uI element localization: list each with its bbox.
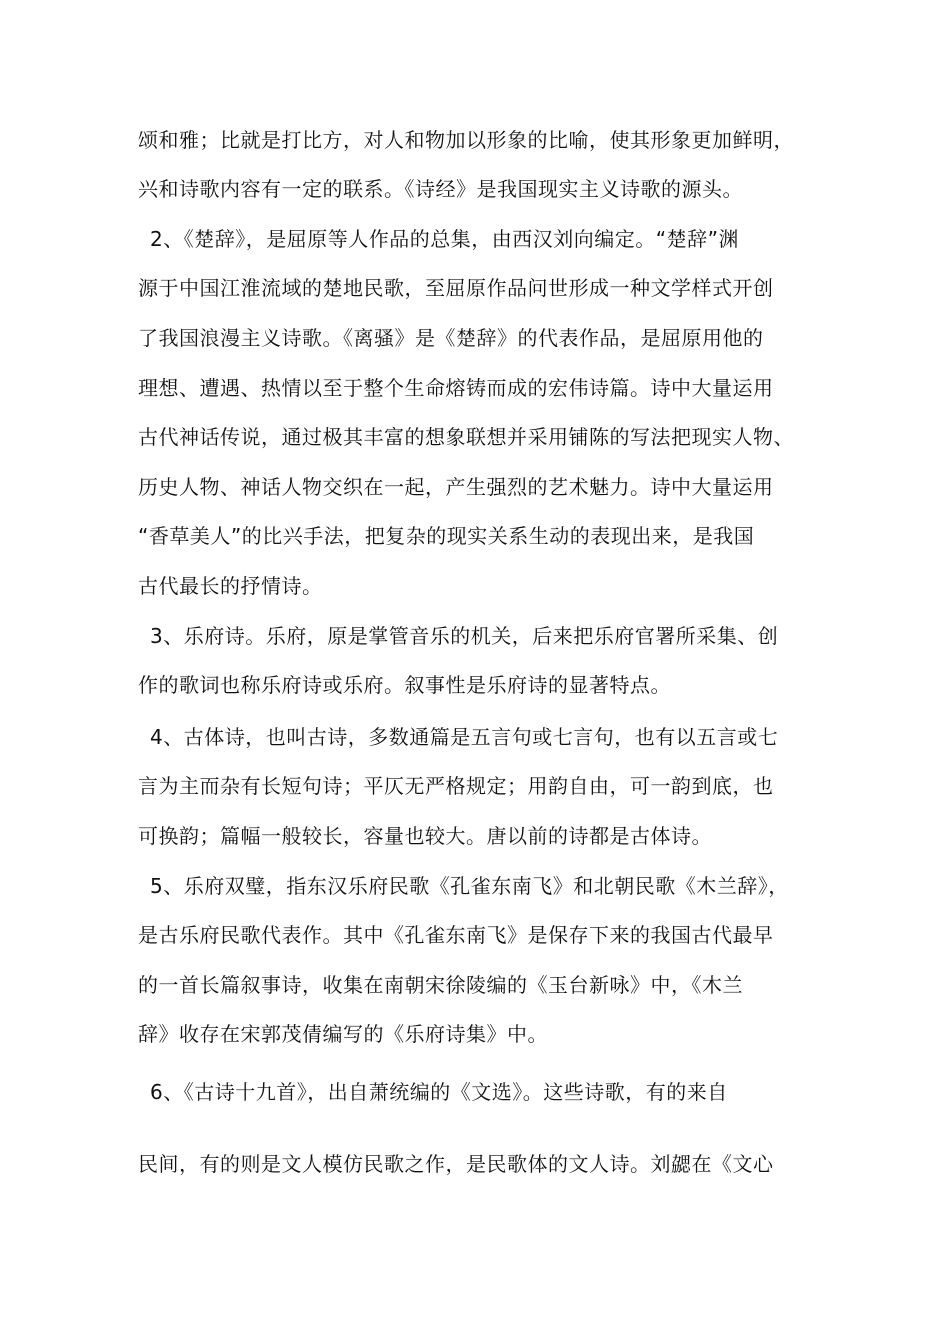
text-line: 颂和雅；比就是打比方，对人和物加以形象的比喻，使其形象更加鲜明，: [138, 128, 794, 152]
text-line: 了我国浪漫主义诗歌。《离骚》是《楚辞》的代表作品，是屈原用他的: [138, 326, 764, 350]
text-line: 6、《古诗十九首》，出自萧统编的《文选》。这些诗歌，有的来自: [150, 1080, 728, 1104]
text-line: 源于中国江淮流域的楚地民歌，至屈原作品问世形成一种文学样式开创: [138, 276, 774, 300]
text-line: 历史人物、神话人物交织在一起，产生强烈的艺术魅力。诗中大量运用: [138, 475, 774, 499]
text-line: 辞》收存在宋郭茂倩编写的《乐府诗集》中。: [138, 1022, 548, 1046]
text-line: 民间，有的则是文人模仿民歌之作，是民歌体的文人诗。刘勰在《文心: [138, 1152, 774, 1176]
text-line: 兴和诗歌内容有一定的联系。《诗经》是我国现实主义诗歌的源头。: [138, 177, 743, 201]
text-line: 3、乐府诗。乐府，原是掌管音乐的机关，后来把乐府官署所采集、创: [150, 624, 779, 648]
text-line: 理想、遭遇、热情以至于整个生命熔铸而成的宏伟诗篇。诗中大量运用: [138, 376, 774, 400]
text-line: 古代神话传说，通过极其丰富的想象联想并采用铺陈的写法把现实人物、: [138, 425, 794, 449]
text-line: 可换韵；篇幅一般较长，容量也较大。唐以前的诗都是古体诗。: [138, 824, 712, 848]
text-line: 4、古体诗，也叫古诗，多数通篇是五言句或七言句，也有以五言或七: [150, 725, 779, 749]
text-line: 的一首长篇叙事诗，收集在南朝宋徐陵编的《玉台新咏》中，《木兰: [138, 973, 743, 997]
text-line: 古代最长的抒情诗。: [138, 574, 323, 598]
text-line: 作的歌词也称乐府诗或乐府。叙事性是乐府诗的显著特点。: [138, 673, 671, 697]
text-line: 5、乐府双璧，指东汉乐府民歌《孔雀东南飞》和北朝民歌《木兰辞》，: [150, 874, 789, 898]
text-line: “香草美人”的比兴手法，把复杂的现实关系生动的表现出来，是我国: [138, 524, 755, 548]
text-line: 言为主而杂有长短句诗；平仄无严格规定；用韵自由，可一韵到底，也: [138, 774, 774, 798]
text-line: 2、《楚辞》，是屈原等人作品的总集，由西汉刘向编定。“楚辞”渊: [150, 227, 739, 251]
text-line: 是古乐府民歌代表作。其中《孔雀东南飞》是保存下来的我国古代最早: [138, 923, 774, 947]
